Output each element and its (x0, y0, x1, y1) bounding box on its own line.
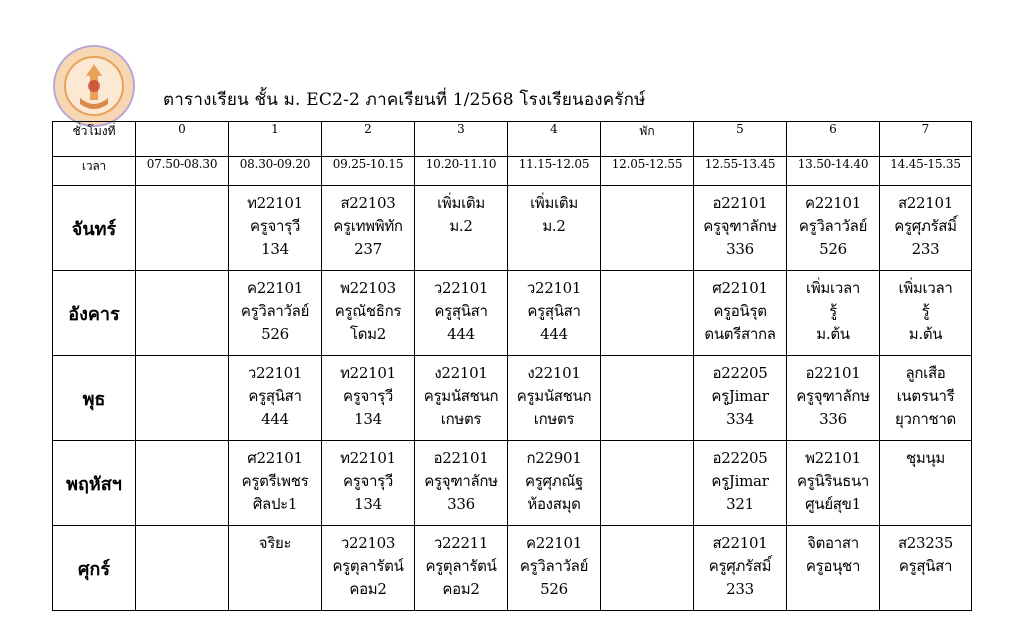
class-cell (229, 356, 322, 441)
class-cell-line: คอม2 (349, 580, 387, 598)
class-cell-line: ครูตุลารัตน์ (332, 557, 404, 575)
period-header: 3 (415, 122, 508, 157)
class-cell (880, 186, 972, 271)
class-cell-line: 321 (726, 495, 754, 513)
time-slot: 11.15-12.05 (508, 157, 601, 186)
class-cell-line: ครูอนิรุต (713, 302, 767, 320)
class-cell-line: ว22101 (526, 279, 582, 297)
period-label-header: ชั่วโมงที่ (53, 122, 136, 157)
school-logo (52, 44, 136, 128)
day-row (53, 271, 972, 356)
class-cell-line: 526 (540, 580, 568, 598)
class-cell-line: รู้ (829, 302, 837, 320)
class-cell-line: ครูสุนิสา (898, 557, 953, 575)
time-row (53, 157, 972, 186)
class-cell (787, 526, 880, 611)
class-cell-line: ศิลปะ1 (252, 495, 298, 513)
empty-cell (136, 186, 229, 271)
class-cell-line: ส22101 (897, 194, 954, 212)
class-cell-line: ครูนิรินธนา (796, 472, 870, 490)
class-cell-line: เนตรนารี (896, 387, 955, 405)
day-row (53, 356, 972, 441)
class-cell-line: ครูจุฑาลักษ (424, 472, 498, 490)
time-slot: 12.55-13.45 (694, 157, 787, 186)
class-cell-line: ครูจุฑาลักษ (796, 387, 870, 405)
class-cell-line: ครูJimar (711, 387, 769, 405)
class-cell-line: ครูมนัสชนก (516, 387, 592, 405)
class-cell-line: 134 (261, 240, 289, 258)
day-row (53, 441, 972, 526)
class-cell (322, 356, 415, 441)
class-cell-line: 134 (354, 410, 382, 428)
class-cell-line: ว22101 (247, 364, 303, 382)
class-cell-line: ครูสุนิสา (527, 302, 581, 320)
class-cell-line: ครูอนุชา (805, 557, 861, 575)
class-cell-line: ว22101 (433, 279, 489, 297)
class-cell (694, 356, 787, 441)
class-cell-line: ยุวกาชาด (895, 410, 956, 428)
class-cell-line: ห้องสมุด (527, 495, 581, 513)
class-cell-line: 237 (354, 240, 382, 258)
class-cell-line: เพิ่มเติม (437, 194, 485, 212)
class-cell-line: ครูจารุวี (343, 472, 393, 490)
empty-cell (601, 526, 694, 611)
class-cell-line: เพิ่มเติม (530, 194, 578, 212)
class-cell-line: เกษตร (533, 410, 575, 428)
day-name: อังคาร (53, 271, 136, 356)
empty-cell (601, 186, 694, 271)
class-cell-line: ศ22101 (712, 279, 768, 297)
class-cell-line: ท22101 (340, 364, 396, 382)
class-cell-line: อ22205 (712, 364, 768, 382)
time-slot: 08.30-09.20 (229, 157, 322, 186)
class-cell-line: 526 (261, 325, 289, 343)
class-cell-line: ม.ต้น (816, 325, 850, 343)
class-cell (880, 271, 972, 356)
period-header: 2 (322, 122, 415, 157)
class-cell-line: 134 (354, 495, 382, 513)
class-cell-line: พ22101 (805, 449, 861, 467)
class-cell-line: ครูสุนิสา (248, 387, 302, 405)
page-title: ตารางเรียน ชั้น ม. EC2-2 ภาคเรียนที่ 1/2568 โรงเรียนองครักษ์ (163, 90, 646, 110)
empty-cell (136, 271, 229, 356)
day-name: พฤหัสฯ (53, 441, 136, 526)
class-cell (415, 186, 508, 271)
empty-cell (601, 271, 694, 356)
class-cell-line: ครูณัชธิกร (334, 302, 402, 320)
class-cell (322, 271, 415, 356)
period-header: 6 (787, 122, 880, 157)
class-cell-line: เพิ่มเวลา (806, 279, 860, 297)
class-cell-line: อ22101 (433, 449, 489, 467)
class-cell (787, 356, 880, 441)
class-cell (322, 186, 415, 271)
class-cell-line: ง22101 (527, 364, 581, 382)
empty-cell (601, 356, 694, 441)
class-cell-line: ม.2 (449, 217, 473, 235)
class-cell (508, 441, 601, 526)
class-cell-line: ศ22101 (247, 449, 303, 467)
class-cell-line: ลูกเสือ (905, 364, 946, 382)
class-cell (694, 526, 787, 611)
class-cell-line: ครูตรีเพชร (241, 472, 309, 490)
class-cell-line: ครูสุนิสา (434, 302, 488, 320)
class-cell-line: 334 (726, 410, 754, 428)
class-cell-line: ชุมนุม (905, 449, 945, 467)
class-cell-line: 336 (447, 495, 475, 513)
class-cell (694, 441, 787, 526)
class-cell-line: ครูเทพพิทัก (333, 217, 403, 235)
class-cell (322, 526, 415, 611)
period-header: 7 (880, 122, 972, 157)
class-cell (415, 356, 508, 441)
class-cell-line: ครูวิลาวัลย์ (519, 557, 589, 575)
class-cell-line: ค22101 (247, 279, 303, 297)
school-emblem-icon (52, 44, 136, 128)
class-cell (229, 441, 322, 526)
class-cell-line: ครูJimar (711, 472, 769, 490)
class-cell-line: ส22101 (712, 534, 768, 552)
time-slot: 10.20-11.10 (415, 157, 508, 186)
class-cell-line: จริยะ (258, 534, 292, 552)
class-cell (508, 186, 601, 271)
time-label: เวลา (53, 157, 136, 186)
day-row (53, 526, 972, 611)
timetable (52, 121, 972, 611)
class-cell (694, 186, 787, 271)
class-cell-line: โดม2 (349, 325, 387, 343)
class-cell-line: 444 (261, 410, 289, 428)
class-cell (787, 441, 880, 526)
class-cell-line: อ22101 (805, 364, 861, 382)
class-cell-line: 233 (911, 240, 940, 258)
class-cell-line: ครูศุภณัฐ (525, 472, 583, 490)
empty-cell (136, 441, 229, 526)
class-cell (415, 271, 508, 356)
class-cell (322, 441, 415, 526)
time-slot: 14.45-15.35 (880, 157, 972, 186)
class-cell (415, 441, 508, 526)
class-cell-line: ครูวิลาวัลย์ (240, 302, 310, 320)
class-cell (880, 526, 972, 611)
class-cell-line: ว22211 (433, 534, 489, 552)
period-header: 1 (229, 122, 322, 157)
class-cell-line: ครูจารุวี (343, 387, 393, 405)
period-header: 4 (508, 122, 601, 157)
class-cell-line: ดนตรีสากล (704, 325, 776, 343)
class-cell (880, 356, 972, 441)
class-cell (880, 441, 972, 526)
day-name: ศุกร์ (53, 526, 136, 611)
class-cell (415, 526, 508, 611)
class-cell-line: ศูนย์สุข1 (805, 495, 861, 513)
class-cell (229, 186, 322, 271)
class-cell (787, 186, 880, 271)
day-row (53, 186, 972, 271)
class-cell-line: ส22103 (340, 194, 396, 212)
period-header: 5 (694, 122, 787, 157)
class-cell-line: 233 (726, 580, 754, 598)
class-cell-line: 444 (447, 325, 475, 343)
class-cell-line: พ22103 (340, 279, 396, 297)
class-cell-line: 444 (540, 325, 568, 343)
empty-cell (136, 526, 229, 611)
class-cell-line: ท22101 (247, 194, 303, 212)
class-cell-line: อ22101 (712, 194, 768, 212)
class-cell-line: ท22101 (340, 449, 396, 467)
class-cell-line: จิตอาสา (807, 534, 859, 552)
class-cell-line: ครูจุฑาลักษ (703, 217, 777, 235)
class-cell-line: เพิ่มเวลา (898, 279, 953, 297)
class-cell-line: 336 (819, 410, 847, 428)
class-cell (508, 271, 601, 356)
class-cell-line: ง22101 (434, 364, 488, 382)
class-cell (229, 526, 322, 611)
class-cell (508, 526, 601, 611)
class-cell-line: ค22101 (805, 194, 861, 212)
empty-cell (136, 356, 229, 441)
class-cell-line: ม.2 (542, 217, 566, 235)
class-cell (508, 356, 601, 441)
empty-cell (601, 441, 694, 526)
class-cell-line: ส23235 (897, 534, 954, 552)
class-cell (694, 271, 787, 356)
class-cell-line: ก22901 (526, 449, 582, 467)
class-cell-line: ครูศุภรัสมิ์ (708, 557, 772, 575)
period-header: พัก (601, 122, 694, 157)
class-cell-line: ว22103 (340, 534, 396, 552)
class-cell-line: 336 (726, 240, 754, 258)
class-cell-line: ครูศุภรัสมิ์ (894, 217, 957, 235)
class-cell-line: ม.ต้น (908, 325, 943, 343)
class-cell-line: ครูตุลารัตน์ (425, 557, 497, 575)
time-slot: 09.25-10.15 (322, 157, 415, 186)
class-cell-line: ครูมนัสชนก (423, 387, 499, 405)
class-cell (229, 271, 322, 356)
class-cell-line: รู้ (921, 302, 930, 320)
class-cell-line: 526 (819, 240, 847, 258)
time-slot: 12.05-12.55 (601, 157, 694, 186)
class-cell-line: อ22205 (712, 449, 768, 467)
class-cell (787, 271, 880, 356)
day-name: พุธ (53, 356, 136, 441)
time-slot: 13.50-14.40 (787, 157, 880, 186)
header-row (53, 122, 972, 157)
period-header: 0 (136, 122, 229, 157)
time-slot: 07.50-08.30 (136, 157, 229, 186)
day-name: จันทร์ (53, 186, 136, 271)
class-cell-line: คอม2 (442, 580, 480, 598)
class-cell-line: ค22101 (526, 534, 582, 552)
class-cell-line: ครูวิลาวัลย์ (798, 217, 868, 235)
class-cell-line: เกษตร (440, 410, 482, 428)
class-cell-line: ครูจารุวี (250, 217, 300, 235)
